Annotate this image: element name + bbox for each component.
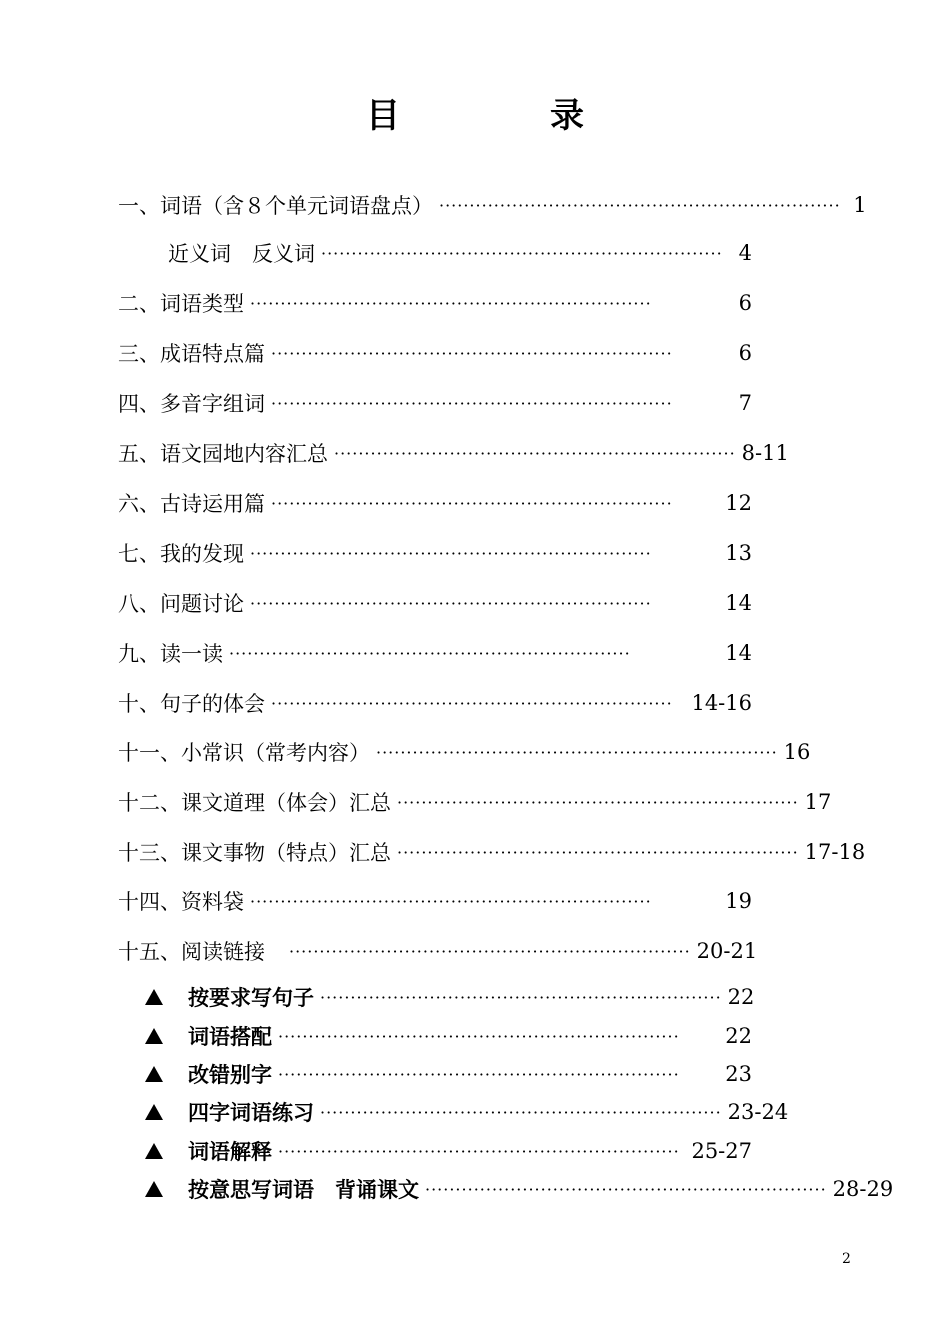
toc-entry-label: 三、成语特点篇 xyxy=(118,342,265,366)
toc-entry[interactable] xyxy=(118,286,752,320)
toc-sub-entry[interactable] xyxy=(188,980,755,1014)
toc-entry-page: 28-29 xyxy=(832,1177,894,1201)
leader-dots: ·································································· xyxy=(425,1179,827,1199)
toc-entry-page: 16 xyxy=(783,740,811,764)
toc-entry[interactable] xyxy=(118,686,752,720)
leader-dots: ·································································· xyxy=(439,195,841,215)
toc-entry-page: 7 xyxy=(738,391,752,415)
triangle-bullet-icon xyxy=(145,989,163,1005)
triangle-bullet-icon xyxy=(145,1181,163,1197)
toc-entry-page: 23 xyxy=(725,1062,752,1086)
toc-entry-label: 五、语文园地内容汇总 xyxy=(118,442,328,466)
toc-entry-label: 词语搭配 xyxy=(188,1025,272,1049)
toc-sub-entry[interactable] xyxy=(188,1172,894,1206)
toc-entry-page: 14 xyxy=(725,641,752,665)
toc-entry[interactable] xyxy=(118,785,832,819)
toc-entry[interactable] xyxy=(118,436,789,470)
leader-dots: ·································································· xyxy=(271,393,673,413)
toc-entry[interactable] xyxy=(118,486,752,520)
triangle-bullet-icon xyxy=(145,1066,163,1082)
toc-entry[interactable] xyxy=(118,735,811,769)
toc-entry[interactable] xyxy=(118,835,866,869)
leader-dots: ·································································· xyxy=(278,1026,680,1046)
toc-entry-label: 四、多音字组词 xyxy=(118,392,265,416)
triangle-bullet-icon xyxy=(145,1028,163,1044)
leader-dots: ·································································· xyxy=(271,493,673,513)
page-number: 2 xyxy=(842,1251,851,1267)
toc-sub-entry[interactable] xyxy=(188,1057,752,1091)
toc-entry[interactable] xyxy=(118,188,867,222)
toc-sub-entry[interactable] xyxy=(188,1019,752,1053)
toc-entry-page: 8-11 xyxy=(741,441,789,465)
toc-entry-label: 十一、小常识（常考内容） xyxy=(118,741,370,765)
toc-entry-label: 八、问题讨论 xyxy=(118,592,244,616)
toc-entry[interactable] xyxy=(118,884,752,918)
toc-entry-label: 七、我的发现 xyxy=(118,542,244,566)
leader-dots: ·································································· xyxy=(397,792,799,812)
triangle-bullet-icon xyxy=(145,1143,163,1159)
toc-entry-label: 六、古诗运用篇 xyxy=(118,492,265,516)
toc-entry-label: 按意思写词语 背诵课文 xyxy=(188,1178,419,1202)
toc-entry[interactable] xyxy=(118,536,752,570)
leader-dots: ·································································· xyxy=(278,1064,680,1084)
toc-entry-label: 十、句子的体会 xyxy=(118,692,265,716)
toc-entry-page: 12 xyxy=(725,491,752,515)
toc-entry-page: 1 xyxy=(853,193,867,217)
toc-entry[interactable] xyxy=(118,636,752,670)
toc-entry-label: 词语解释 xyxy=(188,1140,272,1164)
toc-entry-page: 19 xyxy=(725,889,752,913)
toc-entry-label: 十二、课文道理（体会）汇总 xyxy=(118,791,391,815)
toc-entry-page: 22 xyxy=(725,1024,752,1048)
toc-entry-label: 十三、课文事物（特点）汇总 xyxy=(118,841,391,865)
toc-entry-label: 四字词语练习 xyxy=(188,1101,314,1125)
toc-entry[interactable] xyxy=(168,236,752,270)
toc-entry-label: 十四、资料袋 xyxy=(118,890,244,914)
toc-entry-page: 17-18 xyxy=(804,840,866,864)
toc-entry-label: 一、词语（含８个单元词语盘点） xyxy=(118,194,433,218)
leader-dots: ·································································· xyxy=(321,243,723,263)
toc-entry-page: 20-21 xyxy=(696,939,758,963)
triangle-bullet-icon xyxy=(145,1104,163,1120)
toc-sub-entry[interactable] xyxy=(188,1095,789,1129)
toc-entry-page: 6 xyxy=(738,341,752,365)
toc-entry-page: 4 xyxy=(738,241,752,265)
toc-entry-page: 13 xyxy=(725,541,752,565)
leader-dots: ·································································· xyxy=(376,742,778,762)
leader-dots: ·································································· xyxy=(289,941,691,961)
leader-dots: ·································································· xyxy=(229,643,631,663)
toc-entry[interactable] xyxy=(118,336,752,370)
leader-dots: ·································································· xyxy=(250,293,652,313)
toc-entry-page: 23-24 xyxy=(727,1100,789,1124)
title-char-2: 录 xyxy=(550,96,584,136)
toc-entry-page: 14-16 xyxy=(691,691,752,715)
toc-entry-page: 17 xyxy=(804,790,832,814)
title-char-1: 目 xyxy=(366,96,400,136)
leader-dots: ·································································· xyxy=(334,443,736,463)
leader-dots: ·································································· xyxy=(250,891,652,911)
toc-entry-page: 14 xyxy=(725,591,752,615)
leader-dots: ·································································· xyxy=(250,543,652,563)
leader-dots: ·································································· xyxy=(250,593,652,613)
leader-dots: ·································································· xyxy=(278,1141,680,1161)
toc-sub-entry[interactable] xyxy=(188,1134,752,1168)
toc-entry-label: 改错别字 xyxy=(188,1063,272,1087)
toc-entry[interactable] xyxy=(118,386,752,420)
leader-dots: ·································································· xyxy=(397,842,799,862)
toc-entry-label: 十五、阅读链接 xyxy=(118,940,265,964)
leader-dots: ·································································· xyxy=(320,1102,722,1122)
toc-entry-page: 25-27 xyxy=(691,1139,752,1163)
toc-entry-label: 二、词语类型 xyxy=(118,292,244,316)
toc-entry[interactable] xyxy=(118,934,758,968)
toc-entry-page: 6 xyxy=(738,291,752,315)
toc-entry-label: 九、读一读 xyxy=(118,642,223,666)
leader-dots: ·································································· xyxy=(271,343,673,363)
leader-dots: ·································································· xyxy=(320,987,722,1007)
leader-dots: ·································································· xyxy=(271,693,673,713)
toc-entry[interactable] xyxy=(118,586,752,620)
toc-entry-label: 按要求写句子 xyxy=(188,986,314,1010)
toc-entry-page: 22 xyxy=(727,985,755,1009)
toc-entry-label: 近义词 反义词 xyxy=(168,242,315,266)
